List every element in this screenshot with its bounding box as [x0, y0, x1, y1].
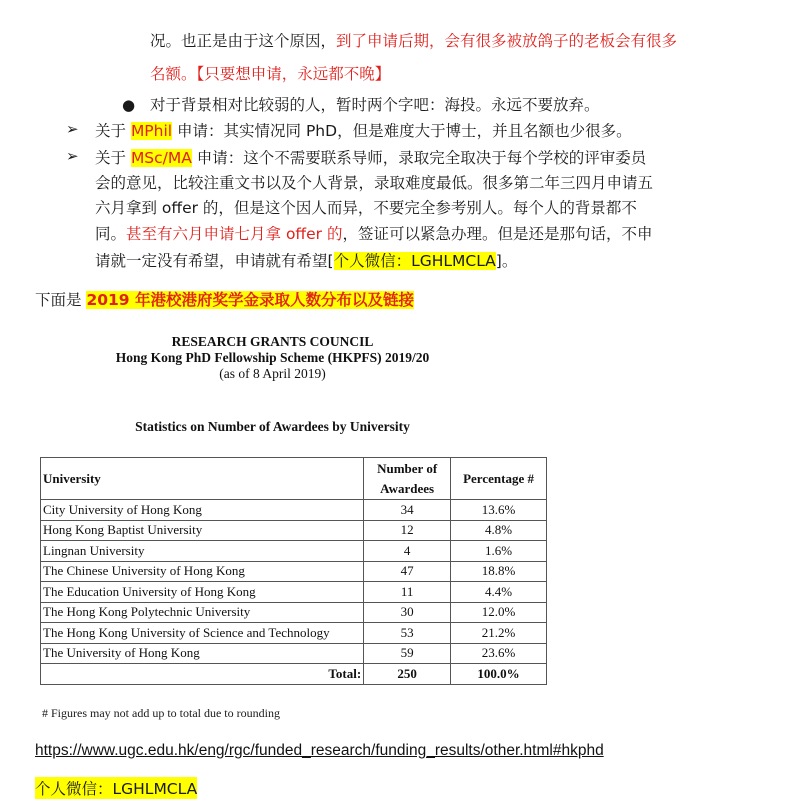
header-awardees	[364, 458, 451, 500]
table-title: Statistics on Number of Awardees by University	[135, 419, 410, 434]
cell-university: The Education University of Hong Kong	[41, 582, 364, 603]
table-total-row	[41, 664, 547, 685]
cell-university: City University of Hong Kong	[41, 500, 364, 521]
cell-percentage: 4.4%	[451, 582, 547, 603]
total-label: Total:	[41, 664, 364, 685]
cell-university: The Hong Kong University of Science and Technology	[41, 623, 364, 644]
msc-item-line: 六月拿到 offer 的，但是这个因人而异，不要完全参考别人。每个人的背景都不	[95, 199, 637, 217]
cell-university: The Hong Kong Polytechnic University	[41, 602, 364, 623]
cell-percentage: 23.6%	[451, 643, 547, 664]
paragraph-line: 名额。【只要想申请，永远都不晚】	[150, 65, 391, 83]
cell-university: Hong Kong Baptist University	[41, 520, 364, 541]
cell-percentage: 1.6%	[451, 541, 547, 562]
source-link[interactable]: https://www.ugc.edu.hk/eng/rgc/funded_research/funding_results/other.html#hkphd	[35, 742, 604, 759]
cell-percentage: 18.8%	[451, 561, 547, 582]
text-span: 同。	[95, 225, 127, 243]
highlighted-term: MPhil	[130, 122, 173, 140]
text-span: 关于	[95, 149, 131, 167]
text-span: 申请：其实情况同 PhD，但是难度大于博士，并且名额也少很多。	[172, 122, 632, 140]
cell-percentage: 12.0%	[451, 602, 547, 623]
total-awardees: 250	[364, 664, 451, 685]
cell-awardees: 59	[364, 643, 451, 664]
cell-percentage: 13.6%	[451, 500, 547, 521]
section-heading	[35, 289, 414, 311]
text-span: 关于	[95, 122, 131, 140]
text-span: 申请：这个不需要联系导师，录取完全取决于每个学校的评审委员	[191, 149, 647, 167]
text-span: 况。也正是由于这个原因，	[150, 32, 337, 50]
emphasis-text: 甚至有六月申请七月拿 offer 的	[126, 225, 343, 243]
table-row	[41, 520, 547, 541]
report-scheme: Hong Kong PhD Fellowship Scheme (HKPFS) 2019/20	[115, 350, 430, 365]
table-header-row	[41, 458, 547, 500]
table-row	[41, 623, 547, 644]
cell-university: The University of Hong Kong	[41, 643, 364, 664]
cell-awardees: 47	[364, 561, 451, 582]
table-footnote: # Figures may not add up to total due to rounding	[42, 706, 280, 720]
cell-awardees: 30	[364, 602, 451, 623]
msc-item	[95, 147, 646, 169]
table-row	[41, 541, 547, 562]
cell-awardees: 34	[364, 500, 451, 521]
wechat-contact: 个人微信：LGHLMCLA	[35, 777, 197, 799]
cell-awardees: 4	[364, 541, 451, 562]
table-row	[41, 643, 547, 664]
cell-awardees: 11	[364, 582, 451, 603]
text-span: 请就一定没有希望，申请就有希望[	[95, 252, 334, 270]
cell-awardees: 12	[364, 520, 451, 541]
mphil-item	[95, 120, 632, 142]
wechat-highlight: 个人微信：LGHLMCLA	[333, 252, 496, 270]
text-span: 下面是	[35, 291, 87, 309]
msc-item-line	[95, 250, 517, 272]
header-university: University	[41, 458, 364, 500]
header-text: Number of	[377, 460, 438, 476]
cell-university: Lingnan University	[41, 541, 364, 562]
cell-percentage: 21.2%	[451, 623, 547, 644]
text-span: ，签证可以紧急办理。但是还是那句话，不申	[342, 225, 653, 243]
arrow-bullet-icon: ➢	[66, 120, 79, 138]
msc-item-line	[95, 223, 652, 245]
report-org: RESEARCH GRANTS COUNCIL	[171, 334, 374, 349]
msc-item-line: 会的意见，比较注重文书以及个人背景，录取难度最低。很多第二年三四月申请五	[95, 174, 654, 192]
awardees-table	[40, 457, 547, 685]
cell-percentage: 4.8%	[451, 520, 547, 541]
arrow-bullet-icon: ➢	[66, 147, 79, 165]
bullet-item: 对于背景相对比较弱的人，暂时两个字吧：海投。永远不要放弃。	[150, 96, 600, 114]
total-percentage: 100.0%	[451, 664, 547, 685]
report-date: (as of 8 April 2019)	[219, 366, 326, 381]
emphasis-text: 到了申请后期，会有很多被放鸽子的老板会有很多	[336, 32, 678, 50]
cell-university: The Chinese University of Hong Kong	[41, 561, 364, 582]
highlighted-term: MSc/MA	[130, 149, 192, 167]
table-row	[41, 500, 547, 521]
header-text: Awardees	[380, 480, 435, 496]
section-heading-highlight: 2019 年港校港府奖学金录取人数分布以及链接	[86, 291, 414, 309]
cell-awardees: 53	[364, 623, 451, 644]
table-row	[41, 602, 547, 623]
bullet-icon: ●	[122, 96, 136, 114]
paragraph-line	[150, 30, 677, 52]
text-span: ]。	[495, 252, 518, 270]
header-percentage: Percentage #	[451, 458, 547, 500]
table-row	[41, 582, 547, 603]
table-row	[41, 561, 547, 582]
